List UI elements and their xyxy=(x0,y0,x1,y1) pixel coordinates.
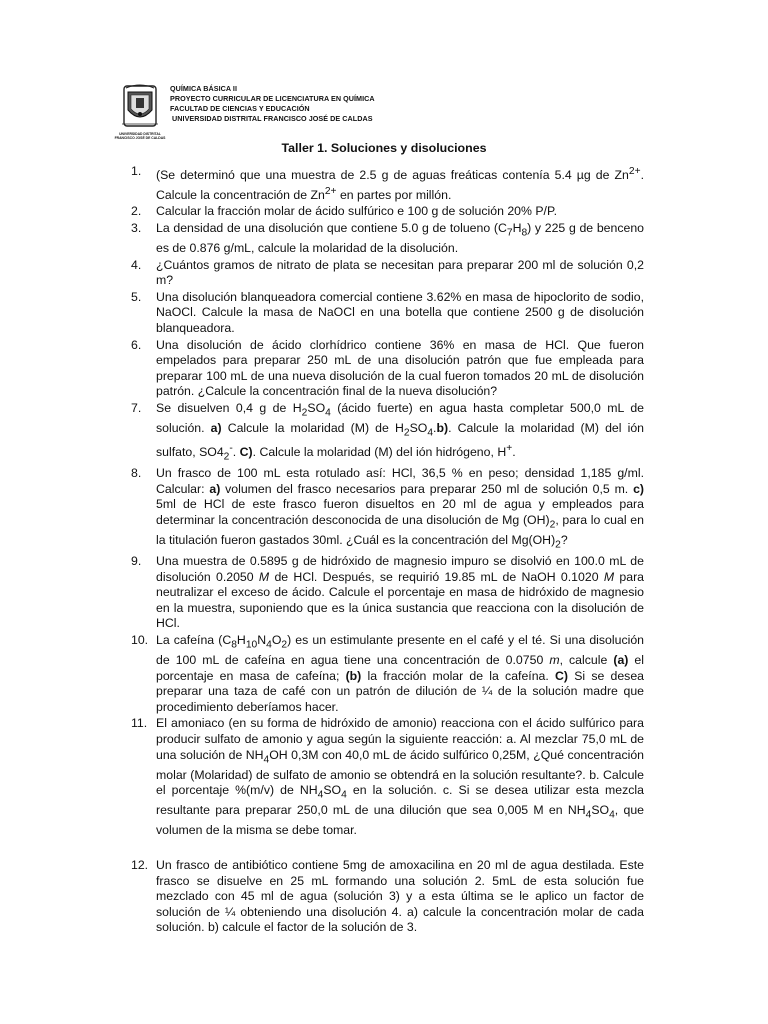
question-text: Una disolución blanqueadora comercial contiene 3.62% en masa de hipoclorito de sodio, NaOCl. Calcule la masa de NaOCl en una botella que contiene 2500 g de disolución blanqueadora. xyxy=(156,289,644,335)
question-number: 7. xyxy=(131,400,142,415)
question-item xyxy=(118,164,644,203)
question-number: 4. xyxy=(131,257,142,272)
question-item xyxy=(118,554,644,632)
question-item xyxy=(118,204,644,220)
question-number: 3. xyxy=(131,220,142,235)
question-number: 11. xyxy=(131,716,148,731)
question-item xyxy=(118,858,644,936)
logo-caption-line: UNIVERSIDAD DISTRITAL xyxy=(119,132,161,136)
header-text xyxy=(170,84,375,124)
question-number: 8. xyxy=(131,466,142,481)
question-text: Se disuelven 0,4 g de $H_2SO_4$ (ácido fuerte) en agua hasta completar 500,0 mL de solución. a) Calcule la molaridad (M) de $H_2SO_4.b$). Calcule la molaridad (M) del ión sulfato, $SO4_2^-$. C). Calcule la molaridad (M) del ión hidrógeno, H+. xyxy=(156,400,645,463)
question-text: El amoniaco (en su forma de hidróxido de amonio) reacciona con el ácido sulfúrico para producir sulfato de amonio y agua según la siguiente reacción: a. Al mezclar 75,0 mL de una solución de $NH_4OH$ 0,3M con 40,0 mL de ácido sulfúrico 0,25M, ¿Qué concentración molar (Molaridad) de sulfato de amonio se obtendrá en la solución resultante?. b. Calcule el porcentaje %(m/v) de $NH_4SO_4$ en la solución. c. Si se desea utilizar esta mezcla resultante para preparar 250,0 mL de una dilución que sea 0,005 M en $NH_4SO_4$, que volumen de la misma se debe tomar. xyxy=(156,716,645,838)
faculty-name: FACULTAD DE CIENCIAS Y EDUCACIÓN xyxy=(170,104,310,113)
logo-caption xyxy=(114,132,166,140)
question-text: (Se determinó que una muestra de 2.5 g de aguas freáticas contenía 5.4 µg de $Zn^{2+}$. Calcule la concentración de $Zn^{2+}$ en partes por millón. xyxy=(156,166,644,202)
question-item xyxy=(118,716,644,839)
question-number: 6. xyxy=(131,337,142,352)
question-item xyxy=(118,401,644,465)
question-number: 10. xyxy=(131,633,149,648)
course-name: QUÍMICA BÁSICA II xyxy=(170,84,237,93)
document-title: Taller 1. Soluciones y disoluciones xyxy=(281,141,487,155)
question-item xyxy=(118,338,644,400)
question-text: Una disolución de ácido clorhídrico contiene 36% en masa de HCl. Que fueron empelados para preparar 250 mL de una disolución patrón que fue empleada para preparar 100 mL de una nueva disolución de la cual fueron tomados 20 mL de disolución patrón. ¿Calcule la concentración final de la nueva disolución? xyxy=(156,337,644,399)
question-number: 5. xyxy=(131,289,142,304)
question-item xyxy=(118,290,644,337)
document-header xyxy=(116,84,676,144)
question-number: 2. xyxy=(131,204,142,219)
question-text: Calcular la fracción molar de ácido sulfúrico e 100 g de solución 20% P/P. xyxy=(156,204,558,219)
question-item xyxy=(118,258,644,289)
question-number: 1. xyxy=(131,164,142,178)
question-number: 12. xyxy=(131,857,149,872)
logo-caption-line: FRANCISCO JOSÉ DE CALDAS xyxy=(114,136,166,140)
question-text: ¿Cuántos gramos de nitrato de plata se necesitan para preparar 200 ml de solución 0,2 m? xyxy=(156,257,644,288)
question-text: La cafeína $(C_8H_{10}N_4O_2)$ es un estimulante presente en el café y el té. Si una disolución de 100 mL de cafeína en agua tiene una concentración de 0.0750 m, calcule (a) el porcentaje en masa de cafeína; (b) la fracción molar de la cafeína. C) Si se desea preparar una taza de café con un patrón de dilución de ¼ de la solución madre que procedimiento deberíamos hacer. xyxy=(156,633,645,714)
question-list xyxy=(118,160,644,937)
question-number: 9. xyxy=(131,554,142,569)
program-name: PROYECTO CURRICULAR DE LICENCIATURA EN QUÍMICA xyxy=(170,94,375,103)
question-text: Una muestra de 0.5895 g de hidróxido de magnesio impuro se disolvió en 100.0 mL de disolución 0.2050 M de HCl. Después, se requirió 19.85 mL de NaOH 0.1020 M para neutralizar el exceso de ácido. Calcule el porcentaje en masa de hidróxido de magnesio en la muestra, suponiendo que es la única sustancia que reacciona con la disolución de HCl. xyxy=(156,554,645,631)
university-name: UNIVERSIDAD DISTRITAL FRANCISCO JOSÉ DE CALDAS xyxy=(170,114,373,123)
question-item xyxy=(118,466,644,553)
question-text: Un frasco de antibiótico contiene 5mg de amoxacilina en 20 ml de agua destilada. Este frasco se disuelve en 25 mL formando una solución 2. 5mL de esta solución fue mezclado con 45 ml de agua (solución 3) y a esta última se le aplico un factor de solución de ¼ obteniendo una disolución 4. a) calcule la concentración molar de cada solución. b) calcule el factor de la solución de 3. xyxy=(156,857,644,935)
question-item xyxy=(118,633,644,715)
question-text: Un frasco de 100 mL esta rotulado así: HCl, 36,5 % en peso; densidad 1,185 g/ml. Calcular: a) volumen del frasco necesarios para preparar 250 ml de solución 0,5 m. c) 5ml de HCl de este frasco fueron disueltos en 20 ml de agua y empleados para determinar la concentración desconocida de una disolución de Mg $(OH)_2$, para lo cual en la titulación fueron gastados 30ml. ¿Cuál es la concentración del $Mg(OH)_2$? xyxy=(156,466,644,551)
question-item xyxy=(118,221,644,257)
question-text: La densidad de una disolución que contiene 5.0 g de tolueno $(C_7H_8)$ y 225 g de benceno es de 0.876 g/mL, calcule la molaridad de la disolución. xyxy=(156,220,644,256)
